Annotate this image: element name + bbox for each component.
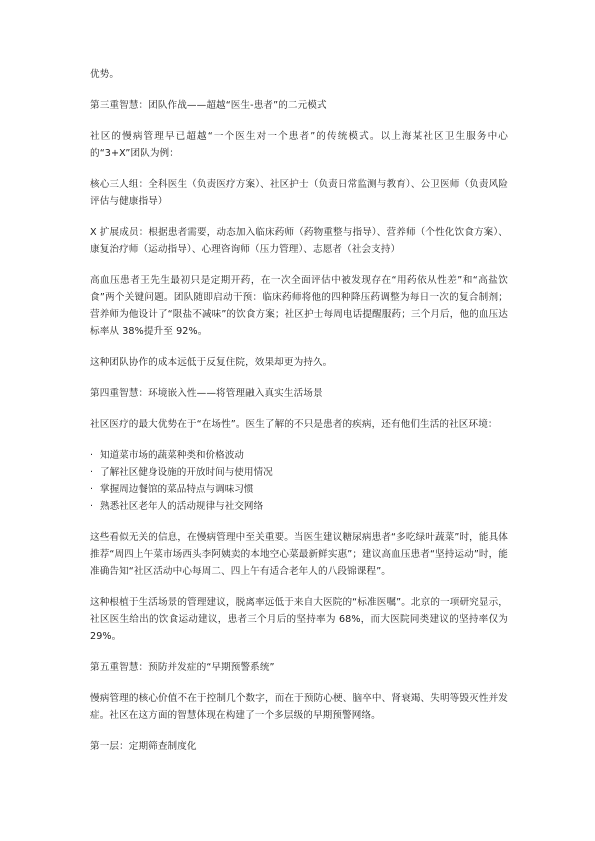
list-item: · 掌握周边餐馆的菜品特点与调味习惯	[90, 481, 508, 498]
paragraph-case-wang: 高血压患者王先生最初只是定期开药，在一次全面评估中被发现存在“用药依从性差”和“高盐饮食”两个关键问题。团队随即启动干预：临床药师将他的四种降压药调整为每日一次的复合制剂；营养师为他设计了“限盐不减味”的饮食方案；社区护士每周电话提醒服药；三个月后，他的血压达标率从 38%提升至 92%。	[90, 275, 508, 337]
paragraph-extended-members: X 扩展成员：根据患者需要，动态加入临床药师（药物重整与指导）、营养师（个性化饮食方案）、康复治疗师（运动指导）、心理咨询师（压力管理）、志愿者（社会支持）	[90, 227, 508, 255]
bullet-list-community-knowledge	[90, 447, 508, 515]
paragraph-team-cost: 这种团队协作的成本远低于反复住院，效果却更为持久。	[90, 357, 333, 368]
paragraph-core-trio: 核心三人组：全科医生（负责医疗方案）、社区护士（负责日常监测与教育）、公卫医师（负责风险评估与健康指导）	[90, 179, 508, 207]
paragraph-continuation: 优势。	[90, 69, 120, 80]
section-heading-fifth-wisdom: 第五重智慧：预防并发症的“早期预警系统”	[90, 662, 275, 673]
list-item: · 知道菜市场的蔬菜种类和价格波动	[90, 447, 508, 464]
section-heading-third-wisdom: 第三重智慧：团队作战——超越“医生-患者”的二元模式	[90, 100, 327, 111]
paragraph-team-intro: 社区的慢病管理早已超越“一个医生对一个患者”的传统模式。以上海某社区卫生服务中心的“3+X”团队为例：	[90, 131, 508, 159]
paragraph-complication-prevention: 慢病管理的核心价值不在于控制几个数字，而在于预防心梗、脑卒中、肾衰竭、失明等毁灭性并发症。社区在这方面的智慧体现在构建了一个多层级的早期预警网络。	[90, 693, 508, 721]
subheading-first-layer: 第一层：定期筛查制度化	[90, 741, 197, 752]
paragraph-adherence-study: 这种根植于生活场景的管理建议，脱离率远低于来自大医院的“标准医嘱”。北京的一项研究显示，社区医生给出的饮食运动建议，患者三个月后的坚持率为 68%，而大医院同类建议的坚持率仅为 29%。	[90, 597, 508, 642]
section-heading-fourth-wisdom: 第四重智慧：环境嵌入性——将管理融入真实生活场景	[90, 388, 323, 399]
paragraph-presence: 社区医疗的最大优势在于“在场性”。医生了解的不只是患者的疾病，还有他们生活的社区环境：	[90, 419, 498, 430]
paragraph-specific-advice: 这些看似无关的信息，在慢病管理中至关重要。当医生建议糖尿病患者“多吃绿叶蔬菜”时，能具体推荐“周四上午菜市场西头李阿姨卖的本地空心菜最新鲜实惠”；建议高血压患者“坚持运动”时，能准确告知“社区活动中心每周二、四上午有适合老年人的八段锦课程”。	[90, 532, 508, 577]
list-item: · 熟悉社区老年人的活动规律与社交网络	[90, 498, 508, 515]
document-page	[90, 66, 508, 755]
list-item: · 了解社区健身设施的开放时间与使用情况	[90, 464, 508, 481]
